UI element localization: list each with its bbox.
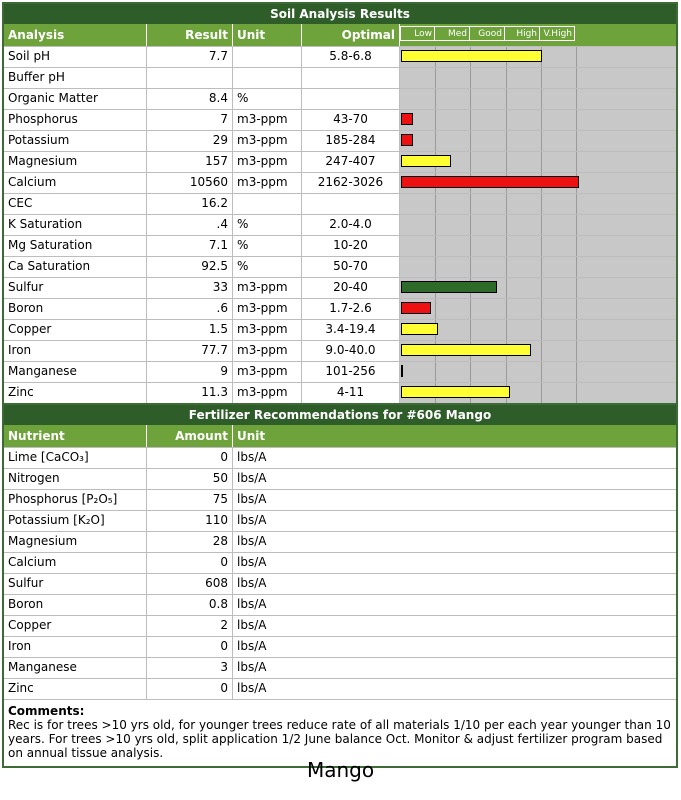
soil-header-row <box>4 24 676 46</box>
level-track <box>400 299 676 319</box>
soil-analysis-title: Soil Analysis Results <box>4 4 676 24</box>
grid-line <box>470 362 471 382</box>
fert-unit-value: lbs/A <box>237 681 267 695</box>
scale-label: Good <box>470 26 505 41</box>
fert-unit-value: lbs/A <box>237 639 267 653</box>
result-value: .4 <box>147 215 233 235</box>
level-track <box>400 68 676 88</box>
fert-rows <box>4 447 676 699</box>
result-value: 77.7 <box>147 341 233 361</box>
level-track <box>400 152 676 172</box>
grid-line <box>506 89 507 109</box>
level-track <box>400 257 676 277</box>
soil-row <box>4 361 676 382</box>
scale-labels <box>400 26 576 43</box>
grid-line <box>506 68 507 88</box>
level-scale <box>400 24 676 46</box>
soil-rows <box>4 46 676 403</box>
optimal-range <box>302 194 400 214</box>
unit-value: % <box>233 236 302 256</box>
amount-value: 28 <box>147 532 233 552</box>
soil-row <box>4 256 676 277</box>
amount-value: 0.8 <box>147 595 233 615</box>
unit-value: % <box>233 89 302 109</box>
grid-line <box>541 89 542 109</box>
analysis-name: K Saturation <box>4 215 147 235</box>
grid-line <box>541 68 542 88</box>
grid-line <box>435 89 436 109</box>
grid-line <box>470 194 471 214</box>
unit-value: m3-ppm <box>233 152 302 172</box>
fert-row <box>4 678 676 699</box>
nutrient-name: Boron <box>4 595 147 615</box>
level-track <box>400 194 676 214</box>
analysis-name: Buffer pH <box>4 68 147 88</box>
grid-line <box>506 257 507 277</box>
analysis-name: CEC <box>4 194 147 214</box>
amount-value: 0 <box>147 448 233 468</box>
unit-value: m3-ppm <box>233 173 302 193</box>
result-value: 16.2 <box>147 194 233 214</box>
report-frame <box>2 2 678 768</box>
optimal-range: 101-256 <box>302 362 400 382</box>
unit-value: % <box>233 257 302 277</box>
level-track <box>400 89 676 109</box>
soil-row <box>4 382 676 403</box>
soil-row <box>4 340 676 361</box>
grid-line <box>470 320 471 340</box>
unit-value: m3-ppm <box>233 341 302 361</box>
level-track <box>400 341 676 361</box>
analysis-name: Iron <box>4 341 147 361</box>
optimal-range <box>302 89 400 109</box>
level-track <box>400 320 676 340</box>
fert-row <box>4 447 676 468</box>
grid-line <box>470 257 471 277</box>
fert-row <box>4 594 676 615</box>
grid-line <box>470 110 471 130</box>
level-track <box>400 110 676 130</box>
grid-line <box>506 131 507 151</box>
level-track <box>400 173 676 193</box>
unit-value: m3-ppm <box>233 362 302 382</box>
result-value: 33 <box>147 278 233 298</box>
optimal-range: 1.7-2.6 <box>302 299 400 319</box>
analysis-name: Potassium <box>4 131 147 151</box>
fert-unit-value: lbs/A <box>237 597 267 611</box>
grid-line <box>435 194 436 214</box>
unit-value <box>233 194 302 214</box>
fert-unit-value: lbs/A <box>237 492 267 506</box>
header-optimal: Optimal <box>302 24 400 46</box>
grid-line <box>576 68 577 88</box>
amount-value: 0 <box>147 679 233 699</box>
optimal-range: 2162-3026 <box>302 173 400 193</box>
grid-line <box>435 362 436 382</box>
nutrient-name: Phosphorus [P₂O₅] <box>4 490 147 510</box>
optimal-range: 185-284 <box>302 131 400 151</box>
grid-line <box>435 299 436 319</box>
grid-line <box>576 215 577 235</box>
grid-line <box>506 215 507 235</box>
unit-value: m3-ppm <box>233 278 302 298</box>
grid-line <box>541 110 542 130</box>
analysis-name: Sulfur <box>4 278 147 298</box>
result-value: 7.1 <box>147 236 233 256</box>
caption: Mango <box>306 758 375 782</box>
grid-line <box>576 152 577 172</box>
grid-line <box>576 131 577 151</box>
nutrient-name: Lime [CaCO₃] <box>4 448 147 468</box>
fert-row <box>4 531 676 552</box>
grid-line <box>470 68 471 88</box>
unit-value: m3-ppm <box>233 110 302 130</box>
analysis-name: Magnesium <box>4 152 147 172</box>
grid-line <box>576 278 577 298</box>
result-value: 10560 <box>147 173 233 193</box>
amount-value: 0 <box>147 637 233 657</box>
fert-unit-value: lbs/A <box>237 534 267 548</box>
scale-label: Med <box>435 26 470 41</box>
level-bar <box>401 302 431 314</box>
grid-line <box>470 89 471 109</box>
nutrient-name: Potassium [K₂O] <box>4 511 147 531</box>
grid-line <box>506 236 507 256</box>
fert-row <box>4 510 676 531</box>
optimal-range: 3.4-19.4 <box>302 320 400 340</box>
result-value: 1.5 <box>147 320 233 340</box>
level-track <box>400 278 676 298</box>
nutrient-name: Magnesium <box>4 532 147 552</box>
optimal-range: 10-20 <box>302 236 400 256</box>
amount-value: 608 <box>147 574 233 594</box>
comments-box <box>4 699 676 766</box>
unit-value: m3-ppm <box>233 383 302 403</box>
scale-label: V.High <box>540 26 575 41</box>
grid-line <box>435 257 436 277</box>
level-bar <box>401 386 510 398</box>
optimal-range: 43-70 <box>302 110 400 130</box>
grid-line <box>470 131 471 151</box>
grid-line <box>541 299 542 319</box>
fertilizer-title: Fertilizer Recommendations for #606 Mango <box>4 403 676 425</box>
unit-value: m3-ppm <box>233 299 302 319</box>
analysis-name: Ca Saturation <box>4 257 147 277</box>
grid-line <box>576 383 577 403</box>
amount-value: 50 <box>147 469 233 489</box>
level-bar <box>401 50 542 62</box>
analysis-name: Calcium <box>4 173 147 193</box>
soil-row <box>4 46 676 67</box>
result-value: 29 <box>147 131 233 151</box>
fert-row <box>4 615 676 636</box>
fert-row <box>4 636 676 657</box>
grid-line <box>506 194 507 214</box>
optimal-range <box>302 68 400 88</box>
level-track <box>400 215 676 235</box>
unit-value <box>233 68 302 88</box>
result-value: 157 <box>147 152 233 172</box>
grid-line <box>541 383 542 403</box>
grid-line <box>435 236 436 256</box>
result-value: 7 <box>147 110 233 130</box>
grid-line <box>576 194 577 214</box>
header-unit: Unit <box>233 24 302 46</box>
grid-line <box>470 236 471 256</box>
analysis-name: Zinc <box>4 383 147 403</box>
fert-row <box>4 573 676 594</box>
grid-line <box>541 257 542 277</box>
level-track <box>400 236 676 256</box>
level-bar <box>401 113 413 125</box>
grid-line <box>576 110 577 130</box>
unit-value: m3-ppm <box>233 131 302 151</box>
soil-row <box>4 67 676 88</box>
grid-line <box>506 110 507 130</box>
grid-line <box>541 236 542 256</box>
grid-line <box>576 299 577 319</box>
grid-line <box>435 110 436 130</box>
header-nutrient: Nutrient <box>4 425 147 447</box>
nutrient-name: Zinc <box>4 679 147 699</box>
comments-text: Rec is for trees >10 yrs old, for younger trees reduce rate of all materials 1/10 per each year younger than 10 years. For trees >10 yrs old, split application 1/2 June balance Oct. Monitor & adjust fertilizer program based on annual tissue analysis. <box>8 718 671 760</box>
level-bar <box>401 323 438 335</box>
scale-label: High <box>505 26 540 41</box>
result-value: 8.4 <box>147 89 233 109</box>
soil-row <box>4 193 676 214</box>
nutrient-name: Nitrogen <box>4 469 147 489</box>
fert-unit-value: lbs/A <box>237 450 267 464</box>
header-amount: Amount <box>147 425 233 447</box>
fert-header-row <box>4 425 676 447</box>
soil-row <box>4 319 676 340</box>
amount-value: 110 <box>147 511 233 531</box>
fert-row <box>4 552 676 573</box>
analysis-name: Manganese <box>4 362 147 382</box>
amount-value: 3 <box>147 658 233 678</box>
unit-value <box>233 47 302 67</box>
level-track <box>400 362 676 382</box>
unit-value: m3-ppm <box>233 320 302 340</box>
header-result: Result <box>147 24 233 46</box>
soil-row <box>4 235 676 256</box>
fert-unit-value: lbs/A <box>237 660 267 674</box>
grid-line <box>435 131 436 151</box>
scale-label: Low <box>400 26 435 41</box>
grid-line <box>541 215 542 235</box>
optimal-range: 20-40 <box>302 278 400 298</box>
grid-line <box>576 320 577 340</box>
comments-title: Comments: <box>8 704 85 718</box>
soil-row <box>4 151 676 172</box>
grid-line <box>576 257 577 277</box>
analysis-name: Mg Saturation <box>4 236 147 256</box>
grid-line <box>470 299 471 319</box>
header-analysis: Analysis <box>4 24 147 46</box>
nutrient-name: Sulfur <box>4 574 147 594</box>
fert-unit-value: lbs/A <box>237 576 267 590</box>
result-value: 9 <box>147 362 233 382</box>
soil-row <box>4 214 676 235</box>
level-bar <box>401 281 497 293</box>
grid-line <box>576 89 577 109</box>
level-track <box>400 131 676 151</box>
level-bar <box>401 155 451 167</box>
grid-line <box>506 152 507 172</box>
grid-line <box>541 278 542 298</box>
grid-line <box>576 47 577 67</box>
amount-value: 0 <box>147 553 233 573</box>
soil-row <box>4 88 676 109</box>
optimal-range: 50-70 <box>302 257 400 277</box>
level-track <box>400 47 676 67</box>
analysis-name: Organic Matter <box>4 89 147 109</box>
result-value: 11.3 <box>147 383 233 403</box>
analysis-name: Copper <box>4 320 147 340</box>
level-bar <box>401 176 579 188</box>
grid-line <box>506 320 507 340</box>
optimal-range: 4-11 <box>302 383 400 403</box>
unit-value: % <box>233 215 302 235</box>
soil-row <box>4 277 676 298</box>
grid-line <box>506 362 507 382</box>
optimal-range: 5.8-6.8 <box>302 47 400 67</box>
soil-row <box>4 109 676 130</box>
optimal-range: 247-407 <box>302 152 400 172</box>
grid-line <box>435 215 436 235</box>
soil-row <box>4 130 676 151</box>
analysis-name: Phosphorus <box>4 110 147 130</box>
grid-line <box>576 236 577 256</box>
level-bar <box>401 344 531 356</box>
grid-line <box>470 215 471 235</box>
grid-line <box>470 152 471 172</box>
fert-unit-value: lbs/A <box>237 513 267 527</box>
grid-line <box>541 341 542 361</box>
grid-line <box>541 362 542 382</box>
result-value: 7.7 <box>147 47 233 67</box>
fert-unit-value: lbs/A <box>237 555 267 569</box>
amount-value: 2 <box>147 616 233 636</box>
soil-row <box>4 298 676 319</box>
grid-line <box>541 152 542 172</box>
nutrient-name: Manganese <box>4 658 147 678</box>
grid-line <box>541 131 542 151</box>
result-value: .6 <box>147 299 233 319</box>
fert-row <box>4 489 676 510</box>
grid-line <box>541 194 542 214</box>
grid-line <box>435 68 436 88</box>
result-value <box>147 68 233 88</box>
amount-value: 75 <box>147 490 233 510</box>
grid-line <box>506 299 507 319</box>
grid-line <box>576 341 577 361</box>
nutrient-name: Iron <box>4 637 147 657</box>
level-bar <box>401 365 403 377</box>
grid-line <box>541 320 542 340</box>
fert-row <box>4 657 676 678</box>
grid-line <box>506 278 507 298</box>
nutrient-name: Calcium <box>4 553 147 573</box>
header-fert-unit: Unit <box>237 429 266 443</box>
analysis-name: Boron <box>4 299 147 319</box>
optimal-range: 2.0-4.0 <box>302 215 400 235</box>
level-bar <box>401 134 413 146</box>
fert-unit-value: lbs/A <box>237 618 267 632</box>
soil-row <box>4 172 676 193</box>
fert-unit-value: lbs/A <box>237 471 267 485</box>
optimal-range: 9.0-40.0 <box>302 341 400 361</box>
result-value: 92.5 <box>147 257 233 277</box>
fert-row <box>4 468 676 489</box>
analysis-name: Soil pH <box>4 47 147 67</box>
level-track <box>400 383 676 403</box>
grid-line <box>576 362 577 382</box>
nutrient-name: Copper <box>4 616 147 636</box>
